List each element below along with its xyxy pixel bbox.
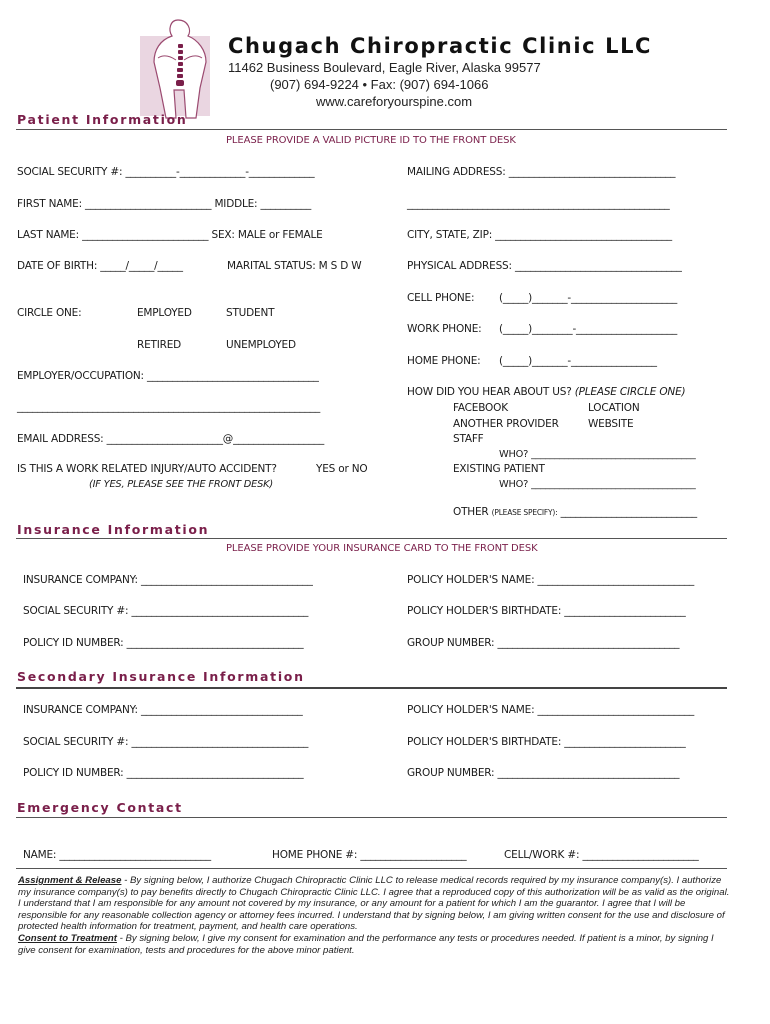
clinic-website: www.careforyourspine.com [316, 94, 473, 109]
hear-about-note: (PLEASE CIRCLE ONE) [574, 386, 686, 398]
existing-patient-who-field[interactable]: WHO? ___________________________________ [499, 479, 696, 490]
circle-one-label: CIRCLE ONE: [17, 307, 82, 319]
assignment-heading: Assignment & Release [18, 875, 122, 886]
insurance-holder-birthdate-field[interactable]: POLICY HOLDER'S BIRTHDATE: ________________________ [407, 605, 686, 617]
insurance-company-field[interactable]: INSURANCE COMPANY: __________________________________ [23, 574, 313, 586]
city-state-zip-field[interactable]: CITY, STATE, ZIP: ___________________________________ [407, 229, 672, 241]
assignment-paragraph [18, 875, 730, 933]
clinic-name: Chugach Chiropractic Clinic LLC [228, 34, 653, 58]
option-staff[interactable]: STAFF [453, 433, 484, 445]
emergency-name-field[interactable]: NAME: ______________________________ [23, 849, 211, 861]
other-line[interactable]: ___________________________ [560, 506, 697, 518]
consent-paragraph [18, 933, 730, 956]
insurance-group-number-field[interactable]: GROUP NUMBER: ____________________________________ [407, 637, 680, 649]
dob-field[interactable]: DATE OF BIRTH: _____/_____/_____ [17, 260, 183, 272]
assignment-text: - By signing below, I authorize Chugach Chiropractic Clinic LLC to release medical records required by my insurance company(s). I authorize my insurance company(s) to pay benefits directly to Chugach Chiropractic Clinic LLC. I agree that a reproduced copy of this authorization will be as valid as the original. I understand that I am responsible for any amount not covered by my insurance, or any amount for a patient for which I am the guarantor. I agree that I will be responsible for any reasonable collection agency or attorney fees incurred. I understand that by signing below, I am giving written consent for the use and disclosure of protected health information for treatment, payment, and health care operations. [18, 875, 730, 933]
cell-phone-label: CELL PHONE: [407, 292, 475, 304]
option-unemployed[interactable]: UNEMPLOYED [226, 339, 296, 351]
patient-section-title: Patient Information [17, 112, 188, 127]
option-facebook[interactable]: FACEBOOK [453, 402, 508, 414]
hear-about-question [407, 386, 685, 398]
section-rule [16, 817, 727, 818]
section-rule [16, 129, 727, 130]
insurance-section-title: Insurance Information [17, 522, 210, 537]
section-rule [16, 868, 727, 869]
employer-extra-line[interactable]: ____________________________________________________________ [17, 401, 321, 413]
home-phone-label: HOME PHONE: [407, 355, 481, 367]
picture-id-note: PLEASE PROVIDE A VALID PICTURE ID TO THE FRONT DESK [226, 135, 516, 146]
option-existing-patient[interactable]: EXISTING PATIENT [453, 463, 545, 475]
emergency-section-title: Emergency Contact [17, 800, 183, 815]
section-rule [16, 687, 727, 689]
spine-figure-logo [140, 14, 230, 126]
work-related-yes-no[interactable]: YES or NO [316, 463, 368, 475]
if-yes-note: (IF YES, PLEASE SEE THE FRONT DESK) [89, 479, 274, 490]
first-middle-name-field[interactable]: FIRST NAME: _________________________ MIDDLE: __________ [17, 198, 312, 210]
other-field[interactable] [453, 506, 697, 518]
option-location[interactable]: LOCATION [588, 402, 640, 414]
legal-text [18, 875, 730, 956]
hear-about-label: HOW DID YOU HEAR ABOUT US? [407, 386, 572, 398]
home-phone-field[interactable]: (_____)_______-_________________ [499, 355, 657, 367]
physical-address-field[interactable]: PHYSICAL ADDRESS: _________________________________ [407, 260, 682, 272]
insurance-ssn-field[interactable]: SOCIAL SECURITY #: ___________________________________ [23, 605, 309, 617]
work-phone-field[interactable]: (_____)________-____________________ [499, 323, 678, 335]
emergency-home-phone-field[interactable]: HOME PHONE #: _____________________ [272, 849, 467, 861]
other-note: (PLEASE SPECIFY): [491, 508, 558, 517]
cell-phone-field[interactable]: (_____)_______-_____________________ [499, 292, 678, 304]
clinic-phone-fax: (907) 694-9224 • Fax: (907) 694-1066 [270, 77, 489, 92]
consent-text: - By signing below, I give my consent for examination and the performance any tests or procedures needed. If patient is a minor, by signing I give consent for examination, tests and procedures for the above minor patient. [18, 932, 714, 956]
ssn-field[interactable]: SOCIAL SECURITY #: __________-_____________-_____________ [17, 166, 315, 178]
email-field[interactable]: EMAIL ADDRESS: _______________________@__________________ [17, 433, 324, 445]
secondary-holder-name-field[interactable]: POLICY HOLDER'S NAME: _______________________________ [407, 704, 695, 716]
option-another-provider[interactable]: ANOTHER PROVIDER [453, 418, 559, 430]
other-label: OTHER [453, 506, 489, 518]
secondary-holder-birthdate-field[interactable]: POLICY HOLDER'S BIRTHDATE: ________________________ [407, 736, 686, 748]
option-retired[interactable]: RETIRED [137, 339, 182, 351]
insurance-holder-name-field[interactable]: POLICY HOLDER'S NAME: _______________________________ [407, 574, 695, 586]
insurance-policy-id-field[interactable]: POLICY ID NUMBER: ___________________________________ [23, 637, 304, 649]
secondary-company-field[interactable]: INSURANCE COMPANY: ________________________________ [23, 704, 303, 716]
emergency-cell-work-field[interactable]: CELL/WORK #: _______________________ [504, 849, 699, 861]
option-employed[interactable]: EMPLOYED [137, 307, 192, 319]
clinic-address: 11462 Business Boulevard, Eagle River, Alaska 99577 [228, 60, 541, 75]
secondary-ssn-field[interactable]: SOCIAL SECURITY #: ___________________________________ [23, 736, 309, 748]
last-name-sex-field[interactable]: LAST NAME: _________________________ SEX: MALE or FEMALE [17, 229, 323, 241]
secondary-insurance-section-title: Secondary Insurance Information [17, 669, 305, 684]
insurance-card-note: PLEASE PROVIDE YOUR INSURANCE CARD TO THE FRONT DESK [226, 543, 538, 554]
option-website[interactable]: WEBSITE [588, 418, 634, 430]
work-related-question: IS THIS A WORK RELATED INJURY/AUTO ACCIDENT? [17, 463, 277, 475]
employer-field[interactable]: EMPLOYER/OCCUPATION: __________________________________ [17, 370, 319, 382]
work-phone-label: WORK PHONE: [407, 323, 482, 335]
secondary-group-number-field[interactable]: GROUP NUMBER: ____________________________________ [407, 767, 680, 779]
mailing-address-field[interactable]: MAILING ADDRESS: _________________________________ [407, 166, 676, 178]
option-student[interactable]: STUDENT [226, 307, 275, 319]
section-rule [16, 538, 727, 539]
marital-status-field[interactable]: MARITAL STATUS: M S D W [227, 260, 362, 272]
staff-who-field[interactable]: WHO? ___________________________________ [499, 449, 696, 460]
mailing-address-line2[interactable]: ____________________________________________________ [407, 198, 670, 210]
secondary-policy-id-field[interactable]: POLICY ID NUMBER: ___________________________________ [23, 767, 304, 779]
consent-heading: Consent to Treatment [18, 932, 117, 944]
